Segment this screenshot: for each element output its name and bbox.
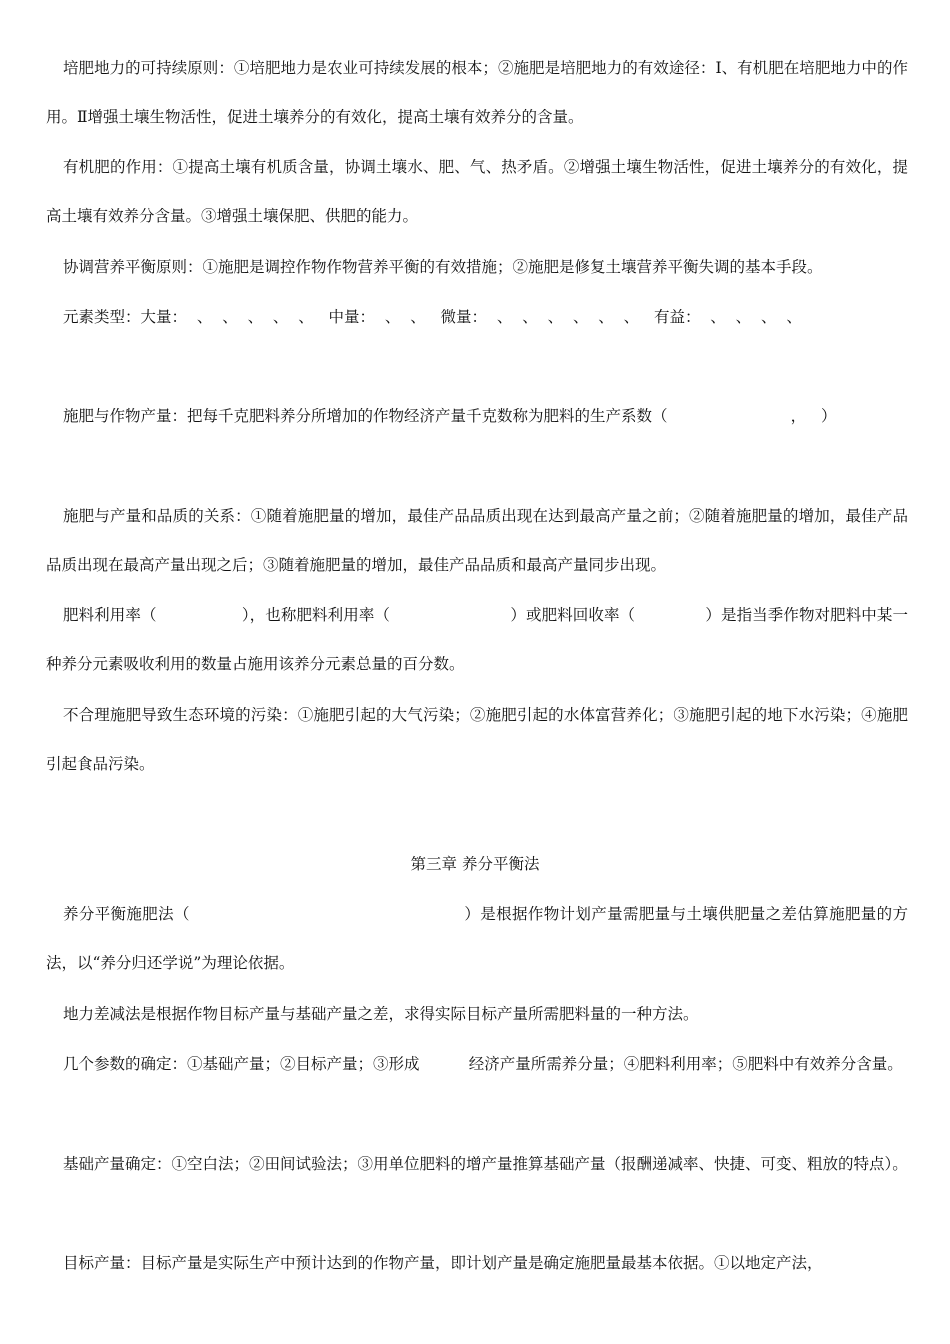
paragraph-difference-method: 地力差减法是根据作物目标产量与基础产量之差，求得实际目标产量所需肥料量的一种方法。 [63, 1005, 699, 1023]
paragraph-balance-method: 养分平衡施肥法（ ）是根据作物计划产量需肥量与土壤供肥量之差估算施肥量的方法，以“养分归还学说”为理论依据。 [46, 905, 908, 972]
paragraph-base-yield: 基础产量确定：①空白法；②田间试验法；③用单位肥料的增产量推算基础产量（报酬递减率、快捷、可变、粗放的特点）。 [63, 1155, 908, 1173]
paragraph-target-yield: 目标产量：目标产量是实际生产中预计达到的作物产量，即计划产量是确定施肥量最基本依据。①以地定产法， [63, 1254, 823, 1272]
chapter-heading: 第三章 养分平衡法 [410, 855, 540, 873]
paragraph-element-types: 元素类型：大量： 、 、 、 、 、 中量： 、 、 微量： 、 、 、 、 、 、 有益： 、 、 、 、 [63, 308, 802, 326]
paragraph-nutrient-balance: 协调营养平衡原则：①施肥是调控作物作物营养平衡的有效措施；②施肥是修复土壤营养平衡失调的基本手段。 [63, 258, 823, 276]
paragraph-fertility-principle: 培肥地力的可持续原则：①培肥地力是农业可持续发展的根本；②施肥是培肥地力的有效途径：Ⅰ、有机肥在培肥地力中的作用。Ⅱ增强土壤生物活性，促进土壤养分的有效化，提高土壤有效养分的含量。 [46, 59, 908, 126]
paragraph-parameters: 几个参数的确定：①基础产量；②目标产量；③形成 经济产量所需养分量；④肥料利用率；⑤肥料中有效养分含量。 [63, 1055, 903, 1073]
paragraph-production-coefficient: 施肥与作物产量：把每千克肥料养分所增加的作物经济产量千克数称为肥料的生产系数（ ， ） [63, 407, 837, 425]
paragraph-utilization-rate: 肥料利用率（ ），也称肥料利用率（ ）或肥料回收率（ ）是指当季作物对肥料中某一种养分元素吸收利用的数量占施用该养分元素总量的百分数。 [46, 606, 908, 673]
paragraph-yield-quality: 施肥与产量和品质的关系：①随着施肥量的增加，最佳产品品质出现在达到最高产量之前；②随着施肥量的增加，最佳产品品质出现在最高产量出现之后；③随着施肥量的增加，最佳产品品质和最高产量同步出现。 [46, 507, 908, 574]
paragraph-pollution: 不合理施肥导致生态环境的污染：①施肥引起的大气污染；②施肥引起的水体富营养化；③施肥引起的地下水污染；④施肥引起食品污染。 [46, 706, 908, 773]
paragraph-organic-fertilizer: 有机肥的作用：①提高土壤有机质含量，协调土壤水、肥、气、热矛盾。②增强土壤生物活性，促进土壤养分的有效化，提高土壤有效养分含量。③增强土壤保肥、供肥的能力。 [46, 158, 908, 225]
